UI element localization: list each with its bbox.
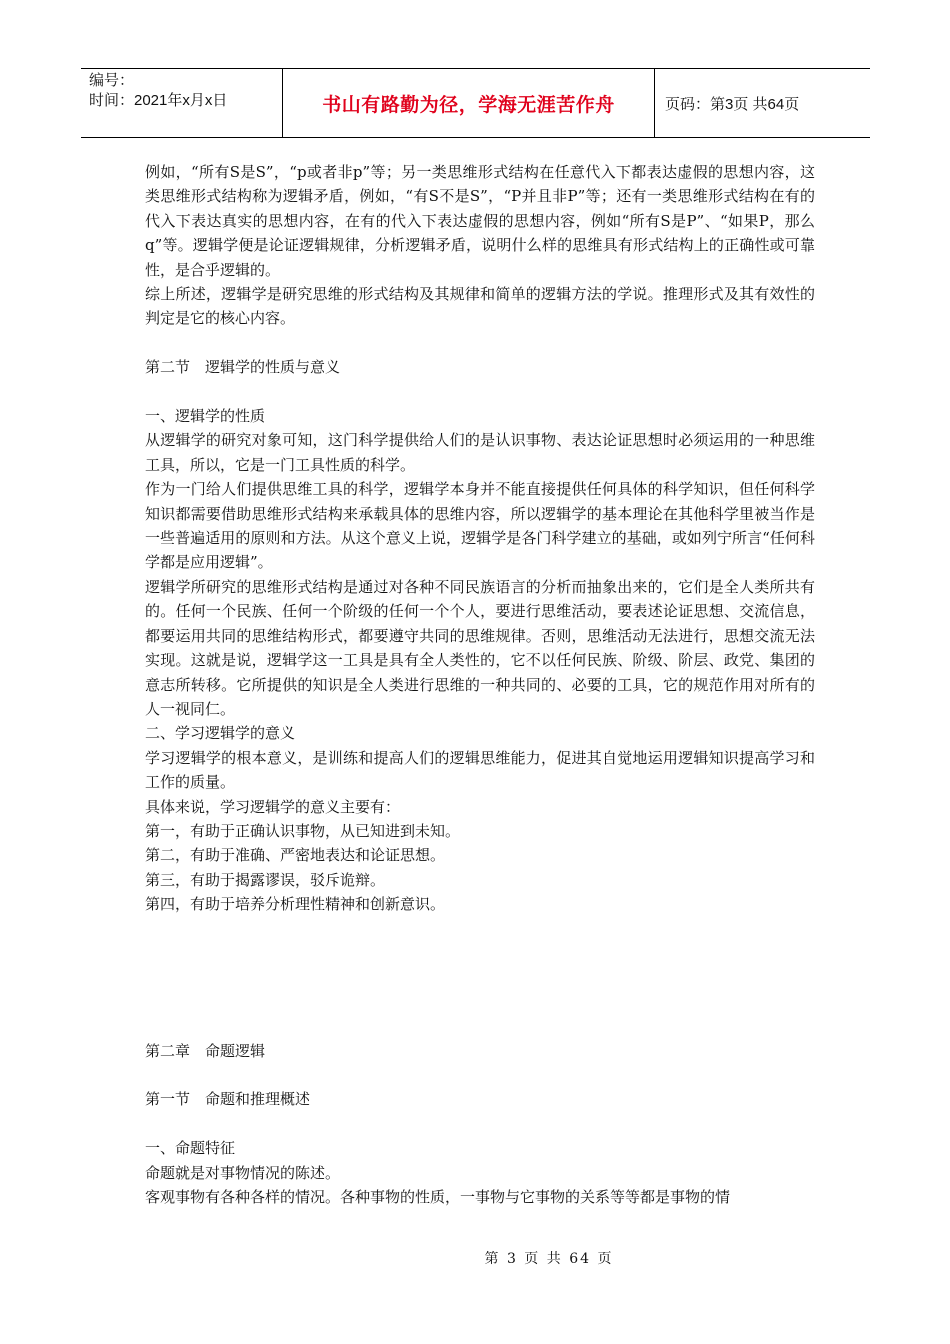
list-item: 第三，有助于揭露谬误，驳斥诡辩。 bbox=[145, 870, 386, 889]
section-title: 第二节 逻辑学的性质与意义 bbox=[145, 358, 341, 377]
paragraph: 从逻辑学的研究对象可知，这门科学提供给人们的是认识事物、表达论证思想时必须运用的一种思维工具，所以，它是一门工具性质的科学。 bbox=[145, 431, 815, 474]
header-page-number: 页码：第3页 共64页 bbox=[665, 95, 800, 113]
paragraph: 客观事物有各种各样的情况。各种事物的性质，一事物与它事物的关系等等都是事物的情 bbox=[145, 1187, 731, 1206]
header-meta bbox=[81, 69, 283, 137]
page-footer: 第 3 页 共 64 页 bbox=[484, 1251, 614, 1267]
document-number-label: 编号： bbox=[89, 72, 135, 89]
paragraph: 具体来说，学习逻辑学的意义主要有： bbox=[145, 797, 401, 816]
document-time-label: 时间：2021年x月x日 bbox=[89, 92, 228, 109]
paragraph: 学习逻辑学的根本意义，是训练和提高人们的逻辑思维能力，促进其自觉地运用逻辑知识提高学习和工作的质量。 bbox=[145, 748, 815, 792]
header-motto: 书山有路勤为径，学海无涯苦作舟 bbox=[283, 69, 655, 137]
paragraph: 例如，“所有S是S”，“p或者非p”等；另一类思维形式结构在任意代入下都表达虚假的思想内容，这类思维形式结构称为逻辑矛盾，例如，“有S不是S”，“P并且非P”等；还有一类思维形式结构在有的代入下表达真实的思想内容，在有的代入下表达虚假的思想内容，例如“所有S是P”、“如果P，那么q”等。逻辑学便是论证逻辑规律，分析逻辑矛盾，说明什么样的思维具有形式结构上的正确性或可靠性，是合乎逻辑的。 bbox=[145, 163, 815, 279]
section-title: 第一节 命题和推理概述 bbox=[145, 1090, 311, 1109]
paragraph: 综上所述，逻辑学是研究思维的形式结构及其规律和简单的逻辑方法的学说。推理形式及其有效性的判定是它的核心内容。 bbox=[145, 285, 815, 328]
paragraph: 逻辑学所研究的思维形式结构是通过对各种不同民族语言的分析而抽象出来的，它们是全人类所共有的。任何一个民族、任何一个阶级的任何一个个人，要进行思维活动，要表述论证思想、交流信息，都要运用共同的思维结构形式，都要遵守共同的思维规律。否则，思维活动无法进行，思想交流无法实现。这就是说，逻辑学这一工具是具有全人类性的，它不以任何民族、阶级、阶层、政党、集团的意志所转移。它所提供的知识是全人类进行思维的一种共同的、必要的工具，它的规范作用对所有的人一视同仁。 bbox=[145, 577, 815, 718]
paragraph: 命题就是对事物情况的陈述。 bbox=[145, 1163, 341, 1182]
document-body bbox=[145, 160, 815, 1209]
subsection-title: 一、逻辑学的性质 bbox=[145, 407, 266, 426]
chapter-title: 第二章 命题逻辑 bbox=[145, 1041, 266, 1060]
subsection-title: 二、学习逻辑学的意义 bbox=[145, 724, 296, 743]
list-item: 第四，有助于培养分析理性精神和创新意识。 bbox=[145, 895, 446, 914]
paragraph: 作为一门给人们提供思维工具的科学，逻辑学本身并不能直接提供任何具体的科学知识，但任何科学知识都需要借助思维形式结构来承载具体的思维内容，所以逻辑学的基本理论在其他科学里被当作是一些普遍适用的原则和方法。从这个意义上说，逻辑学是各门科学建立的基础，或如列宁所言“任何科学都是应用逻辑”。 bbox=[145, 480, 815, 572]
page-header bbox=[81, 68, 870, 138]
list-item: 第二，有助于准确、严密地表达和论证思想。 bbox=[145, 846, 446, 865]
list-item: 第一，有助于正确认识事物，从已知进到未知。 bbox=[145, 821, 461, 840]
subsection-title: 一、命题特征 bbox=[145, 1139, 236, 1158]
